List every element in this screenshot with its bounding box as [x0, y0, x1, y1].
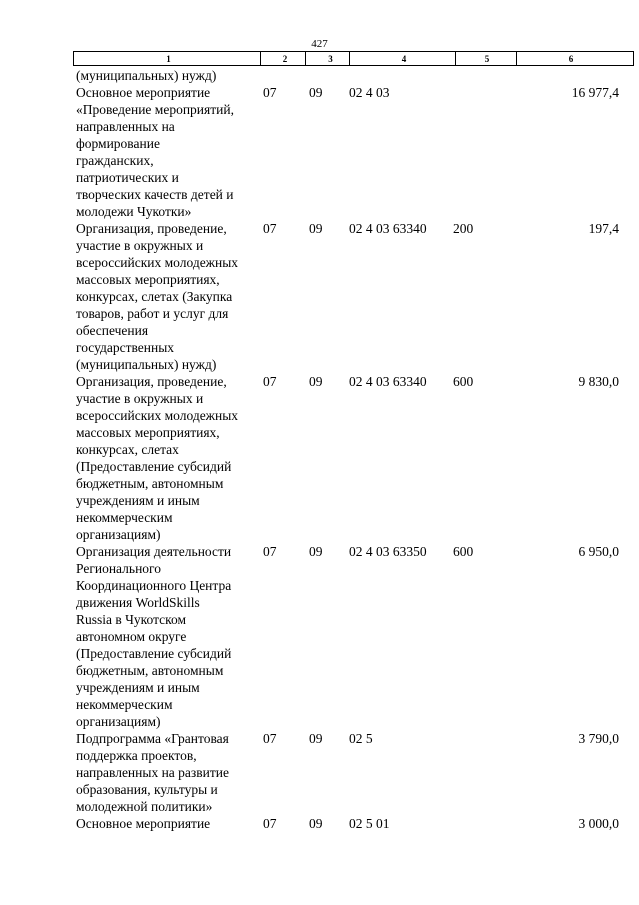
row-section: 07: [263, 731, 277, 746]
row-expense-type: 600: [453, 544, 474, 559]
row-description: Организация, проведение, участие в окружных и всероссийских молодежных массовых мероприятиях, конкурсах, слетах (Предоставление субсидий бюджетным, автономным учреждениям и иным некоммерческим организациям): [76, 374, 239, 542]
row-subsection: 09: [309, 731, 323, 746]
row-subsection: 09: [309, 374, 323, 389]
row-target-article: 02 5 01: [349, 816, 390, 831]
page-number: 427: [311, 38, 328, 50]
row-amount: 16 977,4: [571, 85, 619, 100]
header-col-1: 1: [74, 52, 261, 66]
header-col-3: 3: [306, 52, 350, 66]
row-amount: 3 000,0: [578, 816, 619, 831]
row-description: Организация деятельности Регионального Координационного Центра движения WorldSkills Russia в Чукотском автономном округе (Предоставление субсидий бюджетным, автономным учреждениям и иным некоммерческим организациям): [76, 544, 232, 729]
header-col-5: 5: [456, 52, 517, 66]
row-description: Организация, проведение, участие в окружных и всероссийских молодежных массовых мероприятиях, конкурсах, слетах (Закупка товаров, работ и услуг для обеспечения государственных (муниципальных) нужд): [76, 221, 239, 372]
row-target-article: [346, 67, 451, 84]
header-row: [74, 52, 634, 66]
row-expense-type: [451, 815, 511, 832]
row-expense-type: [451, 67, 511, 84]
row-section: 07: [263, 374, 277, 389]
row-expense-type: 600: [453, 374, 474, 389]
row-description: Основное мероприятие «Проведение мероприятий, направленных на формирование гражданских, патриотических и творческих качеств детей и молодежи Чукотки»: [76, 85, 234, 219]
row-section: 07: [263, 85, 277, 100]
row-expense-type: [451, 730, 511, 815]
header-col-4: 4: [350, 52, 456, 66]
row-target-article: 02 4 03 63340: [349, 221, 427, 236]
table-row: [73, 373, 627, 543]
table-row: [73, 67, 627, 84]
row-amount: 3 790,0: [578, 731, 619, 746]
row-target-article: 02 5: [349, 731, 373, 746]
row-amount: [511, 67, 627, 84]
row-expense-type: 200: [453, 221, 474, 236]
table-row: [73, 84, 627, 220]
row-section: 07: [263, 816, 277, 831]
table-header: [73, 51, 634, 66]
header-col-2: 2: [261, 52, 306, 66]
row-amount: 9 830,0: [578, 374, 619, 389]
row-subsection: 09: [309, 221, 323, 236]
budget-table: [73, 67, 627, 832]
row-subsection: [303, 67, 346, 84]
row-section: [259, 67, 303, 84]
table-row: [73, 220, 627, 373]
row-subsection: 09: [309, 544, 323, 559]
row-description: Подпрограмма «Грантовая поддержка проектов, направленных на развитие образования, культуры и молодежной политики»: [76, 731, 229, 814]
row-description: Основное мероприятие: [76, 816, 211, 831]
row-expense-type: [451, 84, 511, 220]
row-description: (муниципальных) нужд): [76, 68, 217, 83]
row-target-article: 02 4 03 63350: [349, 544, 427, 559]
header-col-6: 6: [517, 52, 634, 66]
row-subsection: 09: [309, 816, 323, 831]
row-amount: 6 950,0: [578, 544, 619, 559]
row-section: 07: [263, 221, 277, 236]
row-section: 07: [263, 544, 277, 559]
row-subsection: 09: [309, 85, 323, 100]
row-target-article: 02 4 03 63340: [349, 374, 427, 389]
table-row: [73, 730, 627, 815]
row-amount: 197,4: [588, 221, 619, 236]
table-row: [73, 815, 627, 832]
row-target-article: 02 4 03: [349, 85, 390, 100]
table-row: [73, 543, 627, 730]
